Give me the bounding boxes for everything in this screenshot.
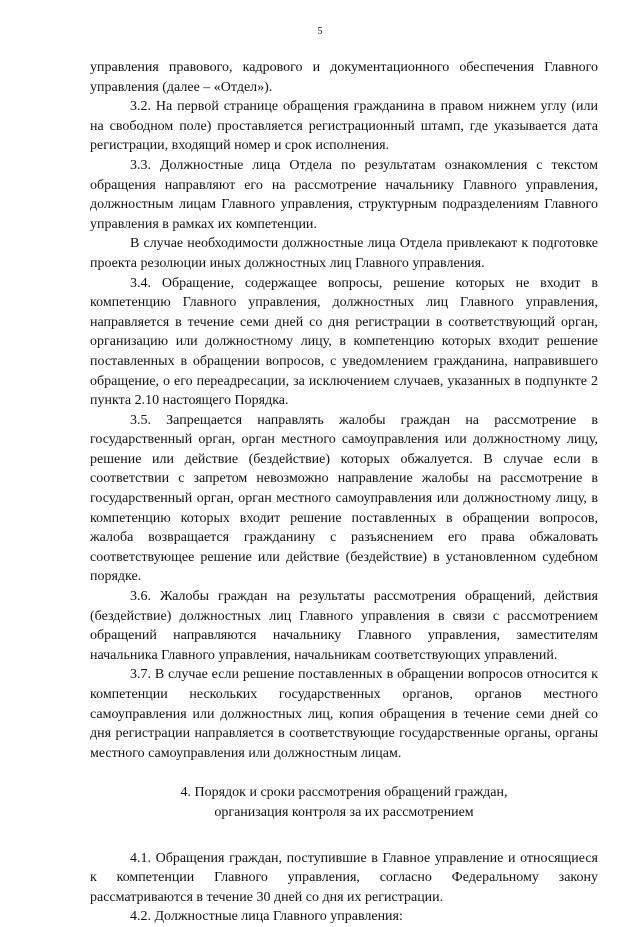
section-4-heading-line-2: организация контроля за их рассмотрением [214,804,474,820]
document-body [90,58,598,927]
paragraph-4-2: 4.2. Должностные лица Главного управления: [130,909,403,925]
paragraph-3-3: 3.3. Должностные лица Отдела по результатам ознакомления с текстом обращения направляют его на рассмотрение начальнику Главного управления, должностным лицам Главного управления, структурным подразделениям Главного управления в рамках их компетенции. [90,157,598,232]
paragraph-3-6: 3.6. Жалобы граждан на результаты рассмотрения обращений, действия (бездействие) должностных лиц Главного управления в связи с рассмотрением обращений направляются начальнику Главного управления, заместителям начальника Главного управления, начальникам соответствующих управлений. [90,589,598,663]
section-4-heading-line-1: 4. Порядок и сроки рассмотрения обращений граждан, [180,785,508,801]
paragraph-4-1: 4.1. Обращения граждан, поступившие в Главное управление и относящиеся к компетенции Главного управления, согласно Федеральному закону рассматриваются в течение 30 дней со дня их регистрации. [90,850,598,905]
paragraph-3-5: 3.5. Запрещается направлять жалобы граждан на рассмотрение в государственный орган, орган местного самоуправления или должностному лицу, решение или действие (бездействие) которых обжалуется. В случае если в соответствии с запретом невозможно направление жалобы на рассмотрение в государственный орган, орган местного самоуправления или должностному лицу, в компетенцию которых входит решение поставленных в обращении вопросов, жалоба возвращается гражданину с разъяснением его права обжаловать соответствующее решение или действие (бездействие) в установленном судебном порядке. [90,412,598,585]
paragraph-3-7: 3.7. В случае если решение поставленных в обращении вопросов относится к компетенции нескольких государственных органов, органов местного самоуправления или должностных лиц, копия обращения в течение семи дней со дня регистрации направляется в соответствующие государственные органы, органы местного самоуправления или должностным лицам. [90,667,598,761]
page-number: 5 [317,26,323,37]
paragraph-3-2: 3.2. На первой странице обращения гражданина в правом нижнем углу (или на свободном поле) проставляется регистрационный штамп, где указывается дата регистрации, входящий номер и срок исполнения. [90,99,598,154]
paragraph-3-3-note: В случае необходимости должностные лица Отдела привлекают к подготовке проекта резолюции иных должностных лиц Главного управления. [90,236,598,271]
paragraph-continuation: управления правового, кадрового и документационного обеспечения Главного управления (далее – «Отдел»). [90,60,598,95]
section-4-heading [90,783,598,822]
paragraph-3-4: 3.4. Обращение, содержащее вопросы, решение которых не входит в компетенцию Главного управления, должностных лиц Главного управления, направляется в течение семи дней со дня регистрации в соответствующий орган, организацию или должностному лицу, в компетенцию которых входит решение поставленных в обращении вопросов, с уведомлением гражданина, направившего обращение, о его переадресации, за исключением случаев, указанных в подпункте 2 пункта 2.10 настоящего Порядка. [90,275,598,409]
